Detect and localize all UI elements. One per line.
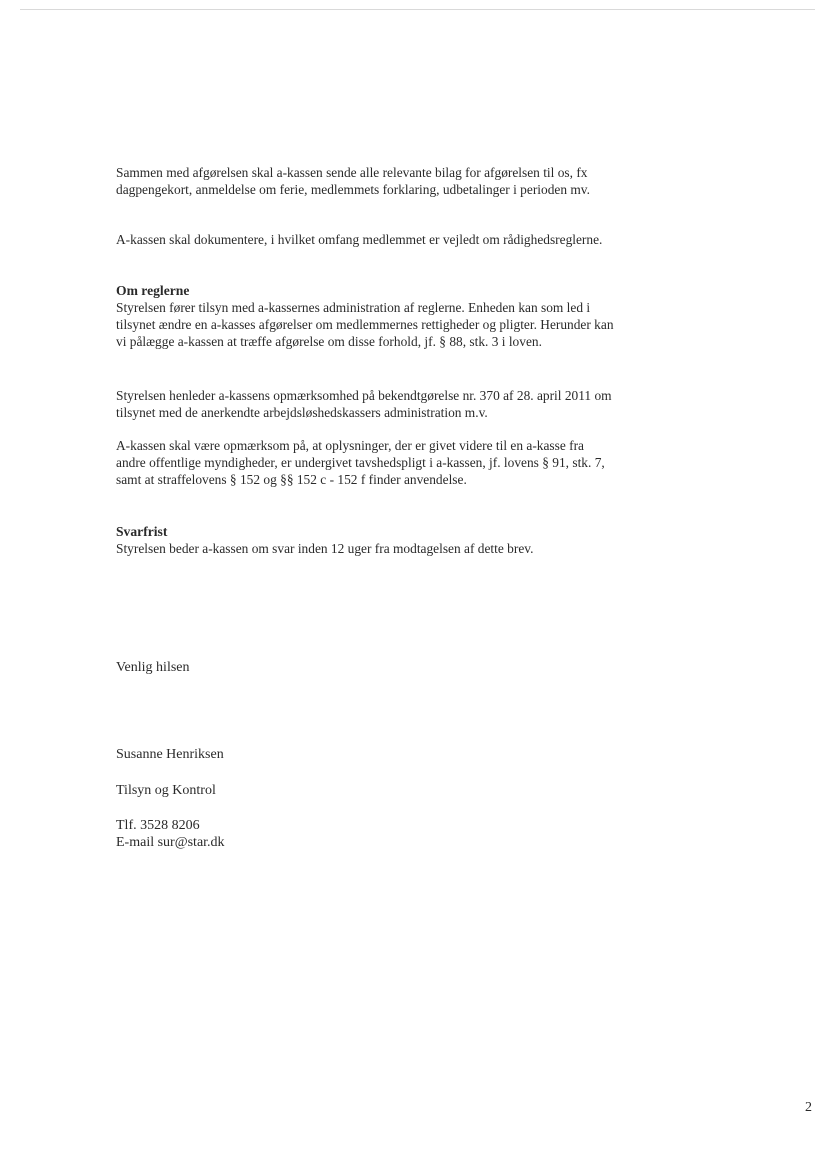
paragraph-dokumentation (116, 231, 616, 248)
page-top-rule (20, 9, 815, 10)
heading-svarfrist: Svarfrist (116, 524, 168, 539)
heading-om-reglerne: Om reglerne (116, 283, 190, 298)
paragraph-bilag (116, 164, 616, 198)
signature-phone: Tlf. 3528 8206 (116, 818, 200, 833)
section-svarfrist (116, 523, 616, 557)
page-number: 2 (805, 1100, 812, 1115)
paragraph-bilag-text: Sammen med afgørelsen skal a-kassen sende alle relevante bilag for afgørelsen til os, fx dagpengekort, anmeldelse om ferie, medlemmets forklaring, udbetalinger i perioden mv. (116, 165, 590, 197)
signature-email: E-mail sur@star.dk (116, 835, 225, 850)
paragraph-dokumentation-text: A-kassen skal dokumentere, i hvilket omfang medlemmet er vejledt om rådighedsreglerne. (116, 232, 603, 247)
signature-department: Tilsyn og Kontrol (116, 783, 216, 798)
paragraph-bekendtgoerelse (116, 387, 616, 421)
paragraph-bekendtgoerelse-text: Styrelsen henleder a-kassens opmærksomhed på bekendtgørelse nr. 370 af 28. april 2011 om tilsynet med de anerkendte arbejdsløshedskassers administration m.v. (116, 388, 612, 420)
section-om-reglerne (116, 282, 616, 350)
signature-name: Susanne Henriksen (116, 747, 224, 762)
paragraph-svarfrist: Styrelsen beder a-kassen om svar inden 12 uger fra modtagelsen af dette brev. (116, 541, 534, 556)
paragraph-tavshedspligt-text: A-kassen skal være opmærksom på, at oplysninger, der er givet videre til en a-kasse fra andre offentlige myndigheder, er undergivet tavshedspligt i a-kassen, jf. lovens § 91, stk. 7, samt at straffelovens § 152 og §§ 152 c - 152 f finder anvendelse. (116, 438, 605, 487)
paragraph-tilsyn: Styrelsen fører tilsyn med a-kassernes administration af reglerne. Enheden kan som led i tilsynet ændre en a-kasses afgørelser om medlemmernes rettigheder og pligter. Herunder kan vi pålægge a-kassen at træffe afgørelse om disse forhold, jf. § 88, stk. 3 i loven. (116, 300, 614, 349)
paragraph-tavshedspligt (116, 437, 616, 488)
signature-greeting: Venlig hilsen (116, 660, 190, 675)
